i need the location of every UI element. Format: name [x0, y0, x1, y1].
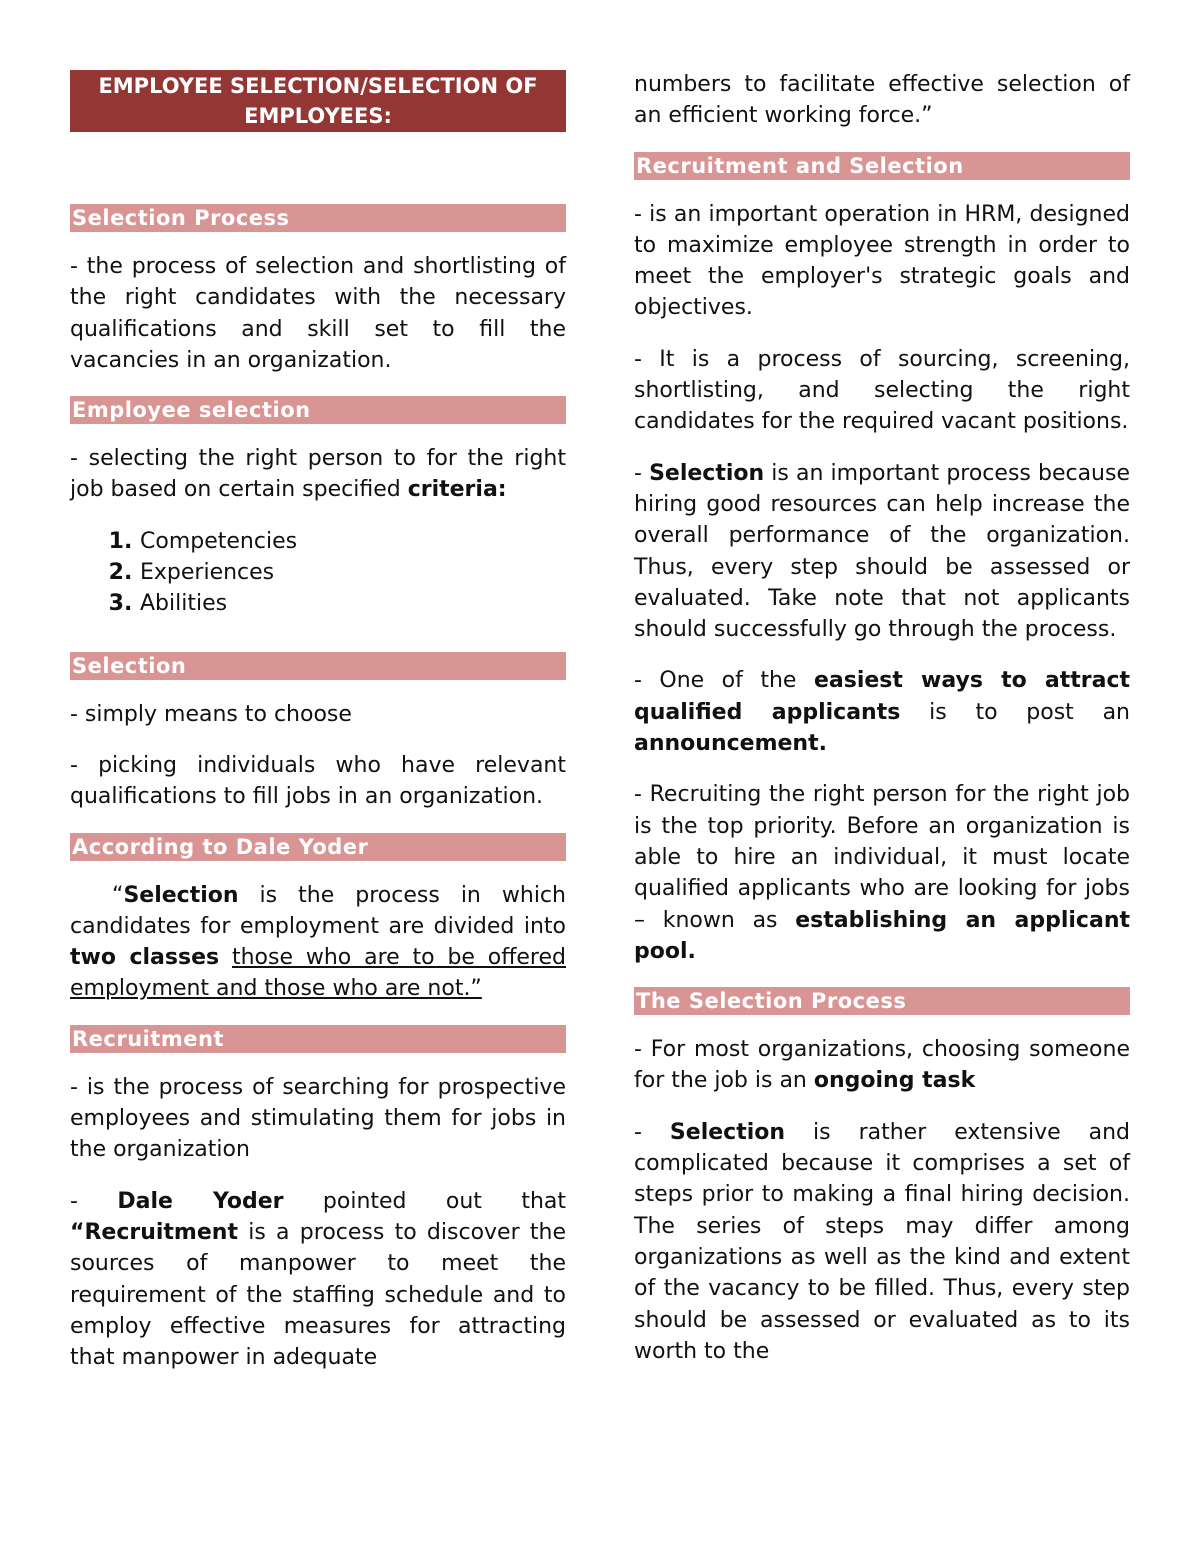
paragraph-rs-1: - is an important operation in HRM, designed to maximize employee strength in order to meet the employer's strategic goals and objectives. — [634, 201, 1130, 321]
paragraph-selection-2: - picking individuals who have relevant qualifications to fill jobs in an organization. — [70, 752, 566, 810]
tsp2-dash: - — [634, 1119, 670, 1145]
paragraph-rs-5 — [634, 779, 1130, 967]
rs5-bold: establishing an applicant pool. — [634, 907, 1130, 964]
paragraph-yoder-quote — [70, 880, 566, 1005]
paragraph-selection-process: - the process of selection and shortlisting of the right candidates with the necessary qualifications and skill set to fill the vacancies in an organization. — [70, 254, 566, 373]
right-column — [634, 69, 1130, 1387]
list-item: 1. Competencies — [140, 526, 566, 557]
criteria-label: criteria: — [407, 477, 507, 503]
rs3-dash: - — [634, 460, 650, 486]
rs4-text-1: - One of the — [634, 668, 814, 694]
rs4-text-2: is to post an — [900, 699, 1131, 725]
list-item: 3. Abilities — [140, 588, 566, 619]
rec-bold-dale-yoder: Dale Yoder — [117, 1188, 284, 1214]
rs3-text: is an important process because hiring good resources can help increase the overall performance of the organization. Thus, every step should be assessed or evaluated. Take note that not applicants should successfully go through the process. — [634, 460, 1130, 643]
quote-mark: “ — [112, 882, 124, 908]
paragraph-rs-4 — [634, 665, 1130, 759]
paragraph-recruitment: - is the process of searching for prospective employees and stimulating them for jobs in the organization — [70, 1074, 566, 1163]
rec-dash: - — [70, 1188, 118, 1214]
tsp1-bold: ongoing task — [813, 1068, 976, 1094]
paragraph-continued: numbers to facilitate effective selection of an efficient working force.” — [634, 72, 1130, 129]
rec-text-1: pointed out that — [283, 1188, 566, 1214]
heading-selection: Selection — [70, 652, 566, 680]
document-title: EMPLOYEE SELECTION/SELECTION OF EMPLOYEES: — [70, 70, 566, 132]
heading-recruitment: Recruitment — [70, 1025, 566, 1053]
yoder-bold-two-classes: two classes — [70, 945, 220, 971]
tsp1-text: - For most organizations, choosing someone for the job is an — [634, 1037, 1130, 1094]
yoder-text-1: is the process in which candidates for employment are divided into — [70, 882, 566, 939]
paragraph-rs-3 — [634, 458, 1130, 646]
paragraph-selection-1: - simply means to choose — [70, 701, 352, 727]
rs5-text: - Recruiting the right person for the right job is the top priority. Before an organization is able to hire an individual, it must locate qualified applicants who are looking for jobs – known as — [634, 782, 1130, 933]
tsp2-bold-selection: Selection — [669, 1119, 786, 1145]
criteria-list — [70, 526, 566, 620]
left-column — [70, 70, 566, 1393]
heading-employee-selection: Employee selection — [70, 396, 566, 424]
list-item: 2. Experiences — [140, 557, 566, 588]
yoder-bold-selection: Selection — [123, 882, 239, 908]
rs4-bold-2: announcement. — [634, 731, 827, 757]
rec-bold-recruitment: “Recruitment — [70, 1219, 238, 1245]
paragraph-tsp-2 — [634, 1117, 1130, 1367]
rs4-bold-1: easiest ways to attract qualified applicants — [634, 668, 1131, 725]
paragraph-rs-2: - It is a process of sourcing, screening, shortlisting, and selecting the right candidates for the required vacant positions. — [634, 346, 1130, 435]
yoder-text-2 — [219, 945, 232, 970]
paragraph-recruitment-yoder — [70, 1186, 566, 1374]
paragraph-tsp-1 — [634, 1034, 1130, 1097]
heading-recruitment-and-selection: Recruitment and Selection — [634, 152, 1130, 180]
rs3-bold-selection: Selection — [649, 460, 765, 486]
tsp2-text: is rather extensive and complicated because it comprises a set of steps prior to making a final hiring decision. The series of steps may differ among organizations as well as the kind and extent of the vacancy to be filled. Thus, every step should be assessed or evaluated as to its worth to the — [634, 1119, 1130, 1364]
employee-selection-text: - selecting the right person to for the right job based on certain specified — [70, 446, 566, 503]
yoder-underlined: those who are to be offered employment and those who are not.” — [70, 945, 566, 1002]
rec-text-2: is a process to discover the sources of manpower to meet the requirement of the staffing schedule and to employ effective measures for attracting that manpower in adequate — [70, 1219, 566, 1371]
heading-the-selection-process: The Selection Process — [634, 987, 1130, 1015]
heading-selection-process: Selection Process — [70, 204, 566, 232]
heading-dale-yoder: According to Dale Yoder — [70, 833, 566, 861]
paragraph-employee-selection — [70, 443, 566, 506]
